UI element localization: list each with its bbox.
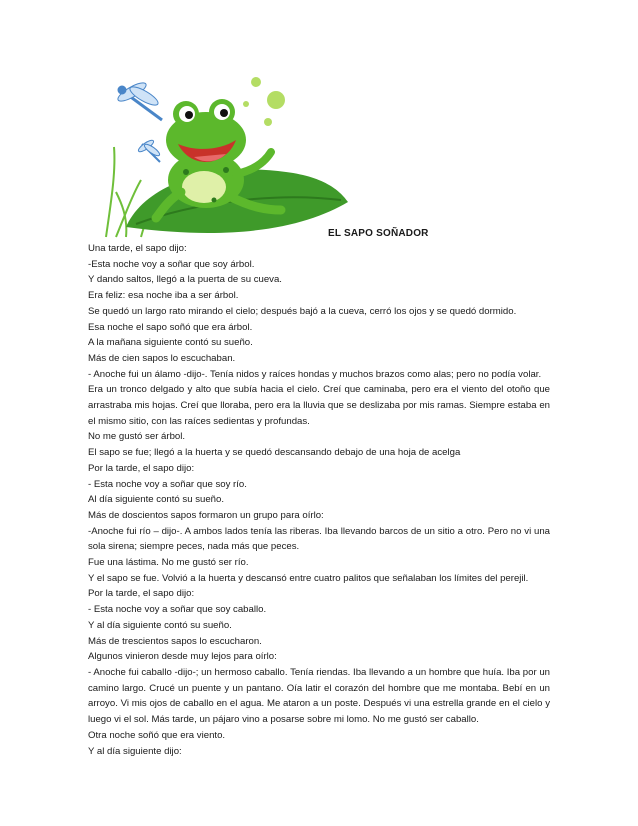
paragraph: Por la tarde, el sapo dijo: [88, 588, 195, 600]
paragraph: - Anoche fui un álamo -dijo-. Tenía nidos y raíces hondas y muchos brazos como alas; pero no podía volar. [88, 368, 542, 380]
paragraph: - Anoche fui caballo -dijo-; un hermoso caballo. Tenía riendas. Iba llevando a un hombre que huía. Iba por un camino largo. Crucé un puente y un pantano. Oía latir el corazón del hombre que me montaba. Bebí en un arroyo. Vi mis ojos de caballo en el agua. Me ataron a un poste. Después vi una estrella grande en el cielo y luego vi el sol. Más tarde, un pájaro vino a posarse sobre mi lomo. No me gustó ser caballo. [88, 666, 550, 726]
paragraph: A la mañana siguiente contó su sueño. [88, 337, 253, 349]
paragraph: Algunos vinieron desde muy lejos para oírlo: [88, 651, 277, 663]
paragraph: Al día siguiente contó su sueño. [88, 494, 225, 506]
paragraph: Era feliz: esa noche iba a ser árbol. [88, 290, 239, 302]
dragonfly-small-icon [137, 138, 161, 162]
bubbles-icon [243, 77, 285, 126]
paragraph: Y al día siguiente contó su sueño. [88, 619, 232, 631]
document-title: EL SAPO SOÑADOR [328, 228, 429, 239]
paragraph: - Esta noche voy a soñar que soy río. [88, 478, 247, 490]
paragraph: Y al día siguiente dijo: [88, 745, 182, 757]
paragraph: Fue una lástima. No me gustó ser río. [88, 557, 249, 569]
story-body [88, 241, 550, 759]
paragraph: Más de trescientos sapos lo escucharon. [88, 635, 262, 647]
paragraph: Y dando saltos, llegó a la puerta de su cueva. [88, 274, 282, 286]
paragraph: Otra noche soñó que era viento. [88, 729, 226, 741]
dragonfly-icon [116, 80, 162, 120]
paragraph: Por la tarde, el sapo dijo: [88, 462, 195, 474]
paragraph: -Esta noche voy a soñar que soy árbol. [88, 258, 255, 270]
paragraph: Y el sapo se fue. Volvió a la huerta y descansó entre cuatro palitos que señalaban los límites del perejil. [88, 572, 529, 584]
paragraph: - Esta noche voy a soñar que soy caballo. [88, 604, 267, 616]
paragraph: No me gustó ser árbol. [88, 431, 186, 443]
paragraph: Esa noche el sapo soñó que era árbol. [88, 321, 253, 333]
paragraph: Se quedó un largo rato mirando el cielo; después bajó a la cueva, cerró los ojos y se quedó dormido. [88, 305, 517, 317]
paragraph: Más de doscientos sapos formaron un grupo para oírlo: [88, 509, 324, 521]
paragraph: Más de cien sapos lo escuchaban. [88, 352, 236, 364]
paragraph: -Anoche fui río – dijo-. A ambos lados tenía las riberas. Iba llevando barcos de un sitio a otro. Pero no vi una sola sirena; siempre peces, nada más que peces. [88, 525, 550, 553]
paragraph: Era un tronco delgado y alto que subía hacia el cielo. Creí que caminaba, pero era el viento del otoño que arrastraba mis hojas. Creí que lloraba, pero era la lluvia que se deslizaba por mis ramas. Siempre estaba en el mismo sitio, con las raíces sedientas y profundas. [88, 384, 550, 427]
paragraph: Una tarde, el sapo dijo: [88, 243, 187, 254]
frog-illustration [86, 52, 348, 242]
paragraph: El sapo se fue; llegó a la huerta y se quedó descansando debajo de una hoja de acelga [88, 447, 461, 459]
